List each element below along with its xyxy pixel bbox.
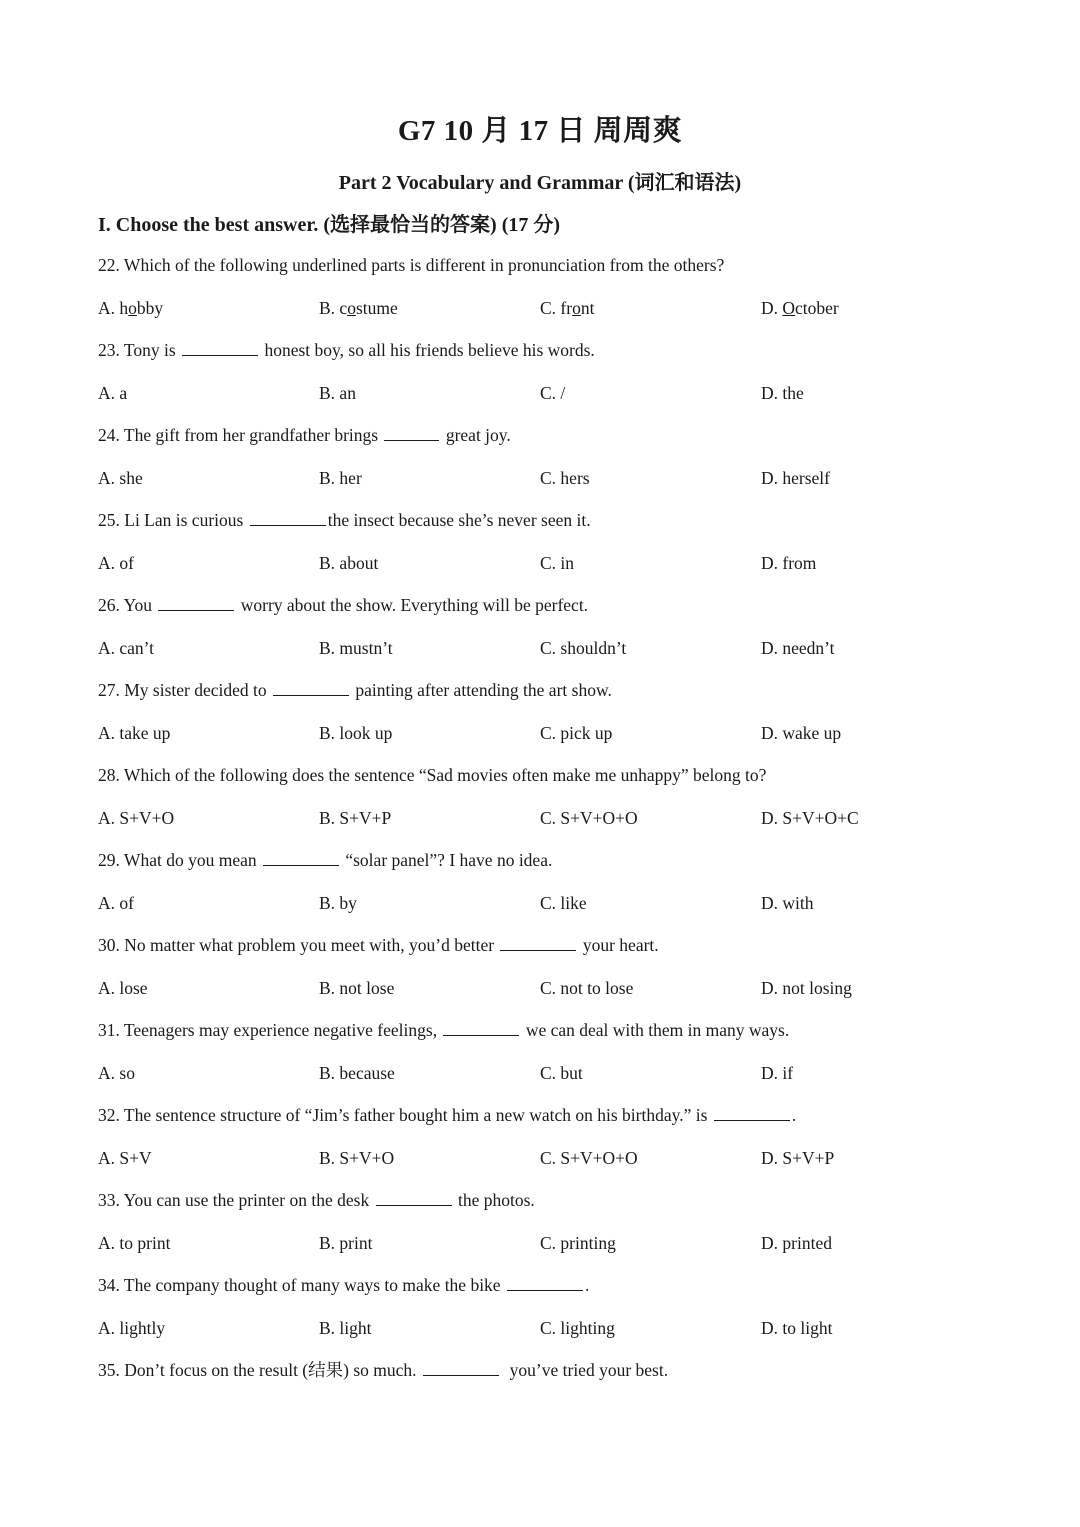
question-text: honest boy, so all his friends believe his words. [260,340,595,360]
answer-blank[interactable] [273,677,349,696]
underlined-letter: o [128,297,137,318]
question-text: 30. No matter what problem you meet with, you’d better [98,935,499,955]
question-text: 34. The company thought of many ways to make the bike [98,1275,505,1295]
answer-option[interactable]: B. light [319,1317,372,1338]
question-text: 33. You can use the printer on the desk [98,1190,374,1210]
answer-option[interactable]: A. S+V [98,1147,152,1168]
question-stem [98,760,998,803]
question-stem [98,250,998,293]
answer-option[interactable]: C. S+V+O+O [540,807,638,828]
options-row [98,1058,998,1101]
answer-option[interactable]: A. of [98,892,134,913]
question-stem [98,420,998,463]
question-text: 35. Don’t focus on the result (结果) so much. [98,1360,421,1380]
answer-option[interactable]: D. wake up [761,722,842,743]
answer-option[interactable]: B. S+V+O [319,1147,395,1168]
answer-option[interactable]: A. of [98,552,134,573]
underlined-letter: o [347,297,356,318]
answer-option[interactable]: A. she [98,467,143,488]
answer-option[interactable]: A. can’t [98,637,155,658]
answer-option[interactable]: D. S+V+O+C [761,807,859,828]
answer-option[interactable]: B. because [319,1062,395,1083]
answer-option[interactable]: D. from [761,552,817,573]
answer-option[interactable]: B. print [319,1232,373,1253]
answer-option[interactable]: A. take up [98,722,171,743]
answer-option[interactable]: B. look up [319,722,393,743]
answer-option[interactable]: C. but [540,1062,583,1083]
answer-option[interactable]: B. about [319,552,379,573]
answer-option[interactable]: B. S+V+P [319,807,392,828]
options-row [98,633,998,676]
question-stem [98,1355,998,1398]
answer-option[interactable]: C. / [540,382,566,403]
options-row [98,1228,998,1271]
question-stem [98,675,998,718]
question-text: 31. Teenagers may experience negative feelings, [98,1020,442,1040]
answer-option[interactable]: C. hers [540,467,590,488]
question-text: 28. Which of the following does the sentence “Sad movies often make me unhappy” belong to? [98,765,767,785]
question-text: 23. Tony is [98,340,181,360]
answer-option[interactable]: D. printed [761,1232,832,1253]
question-text: . [584,1275,590,1295]
answer-blank[interactable] [376,1187,452,1206]
page-title: G7 10 月 17 日 周周爽 [397,115,683,147]
answer-option[interactable]: D. S+V+P [761,1147,835,1168]
answer-option[interactable]: A. lose [98,977,148,998]
answer-option[interactable]: D. needn’t [761,637,835,658]
question-stem [98,1270,998,1313]
question-stem [98,335,998,378]
question-list [98,250,998,1398]
answer-option[interactable]: D. with [761,892,814,913]
answer-blank[interactable] [158,592,234,611]
question-stem [98,505,998,548]
answer-option[interactable]: B. mustn’t [319,637,393,658]
answer-blank[interactable] [500,932,576,951]
answer-option[interactable]: C. not to lose [540,977,634,998]
answer-option[interactable]: D. if [761,1062,794,1083]
answer-blank[interactable] [250,507,326,526]
options-row [98,378,998,421]
answer-option[interactable]: A. to print [98,1232,171,1253]
question-text: “solar panel”? I have no idea. [340,850,553,870]
question-text: 26. You [98,595,157,615]
question-text: we can deal with them in many ways. [521,1020,790,1040]
question-text: 27. My sister decided to [98,680,272,700]
answer-option[interactable]: C. lighting [540,1317,615,1338]
options-row [98,888,998,931]
options-row [98,718,998,761]
answer-blank[interactable] [423,1357,499,1376]
question-text: 22. Which of the following underlined parts is different in pronunciation from the others? [98,255,725,275]
answer-blank[interactable] [443,1017,519,1036]
question-text: 29. What do you mean [98,850,261,870]
options-row [98,973,998,1016]
answer-option[interactable]: B. by [319,892,357,913]
answer-option[interactable]: B. her [319,467,362,488]
answer-option[interactable]: B. costume [319,297,398,318]
options-row [98,1143,998,1186]
answer-option[interactable]: D. not losing [761,977,852,998]
question-stem [98,1015,998,1058]
section-heading: I. Choose the best answer. (选择最恰当的答案) (17 分) [98,214,561,236]
answer-option[interactable]: D. to light [761,1317,833,1338]
answer-option[interactable]: A. so [98,1062,135,1083]
question-text: 25. Li Lan is curious [98,510,248,530]
options-row [98,463,998,506]
answer-blank[interactable] [263,847,339,866]
question-text: the insect because she’s never seen it. [327,510,591,530]
answer-blank[interactable] [384,422,439,441]
question-text: 24. The gift from her grandfather brings [98,425,383,445]
question-text: great joy. [441,425,511,445]
answer-option[interactable]: A. hobby [98,297,164,318]
underlined-letter: o [572,297,581,318]
question-text: worry about the show. Everything will be perfect. [236,595,589,615]
answer-option[interactable]: C. front [540,297,595,318]
answer-option[interactable]: B. an [319,382,356,403]
answer-option[interactable]: A. S+V+O [98,807,175,828]
question-text: 32. The sentence structure of “Jim’s father bought him a new watch on his birthday.” is [98,1105,712,1125]
question-stem [98,590,998,633]
options-row [98,293,998,336]
question-stem [98,930,998,973]
answer-option[interactable]: C. shouldn’t [540,637,627,658]
options-row [98,803,998,846]
question-text: painting after attending the art show. [351,680,612,700]
answer-option[interactable]: A. a [98,382,128,403]
question-stem [98,1185,998,1228]
part-heading: Part 2 Vocabulary and Grammar (词汇和语法) [338,172,742,194]
answer-option[interactable]: D. October [761,297,839,318]
answer-option[interactable]: A. lightly [98,1317,166,1338]
question-text: your heart. [578,935,659,955]
question-text: you’ve tried your best. [500,1360,669,1380]
question-stem [98,845,998,888]
options-row [98,1313,998,1356]
question-text: . [791,1105,797,1125]
answer-option[interactable]: C. pick up [540,722,613,743]
answer-option[interactable]: B. not lose [319,977,395,998]
answer-blank[interactable] [714,1102,790,1121]
answer-option[interactable]: D. the [761,382,804,403]
answer-blank[interactable] [507,1272,583,1291]
answer-option[interactable]: C. S+V+O+O [540,1147,638,1168]
answer-option[interactable]: C. printing [540,1232,616,1253]
question-stem [98,1100,998,1143]
options-row [98,548,998,591]
answer-blank[interactable] [182,337,258,356]
underlined-letter: O [782,297,796,318]
answer-option[interactable]: C. in [540,552,575,573]
answer-option[interactable]: D. herself [761,467,831,488]
question-text: the photos. [453,1190,535,1210]
answer-option[interactable]: C. like [540,892,587,913]
